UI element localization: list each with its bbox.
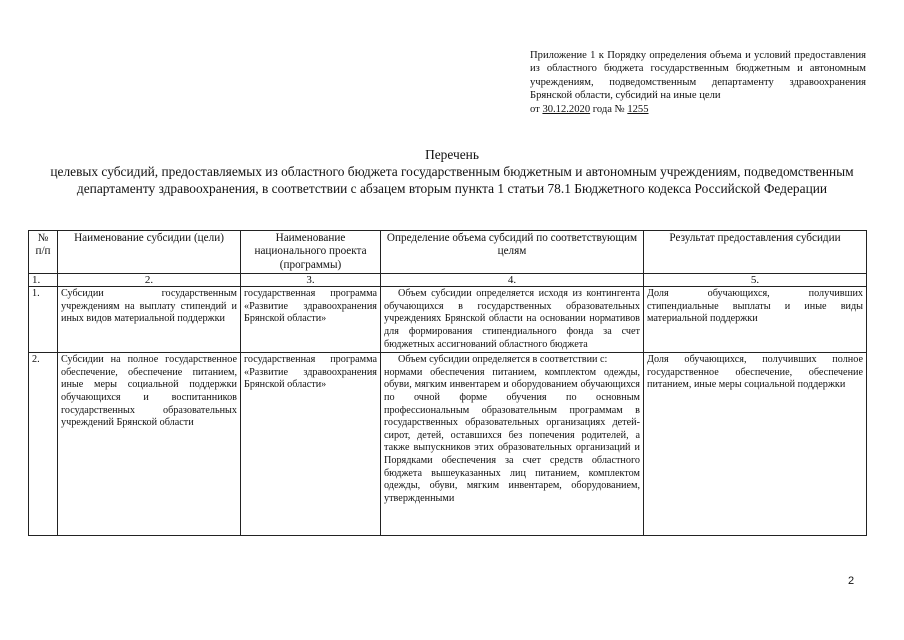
row-result: Доля обучающихся, получивших полное государственное обеспечение, обеспечение питанием, иные меры социальной поддержки (644, 353, 867, 536)
table-header-row (29, 231, 867, 274)
appendix-date: 30.12.2020 (542, 103, 591, 115)
header-result: Результат предоставления субсидии (644, 231, 867, 274)
row-number: 2. (29, 353, 58, 536)
header-volume-definition: Определение объема субсидий по соответствующим целям (381, 231, 644, 274)
header-subsidy-name: Наименование субсидии (цели) (58, 231, 241, 274)
appendix-note (530, 49, 866, 116)
appendix-date-line (530, 103, 866, 116)
column-number: 3. (241, 274, 381, 287)
column-number-row (29, 274, 867, 287)
page-number: 2 (848, 575, 855, 587)
header-project-name: Наименование национального проекта (программы) (241, 231, 381, 274)
document-subtitle: целевых субсидий, предоставляемых из областного бюджета государственным бюджетным и автономным учреждениям, подведомственным департаменту здравоохранения, в соответствии с абзацем вторым пункта 1 статьи 78.1 Бюджетного кодекса Российской Федерации (50, 164, 854, 196)
column-number: 5. (644, 274, 867, 287)
row-number: 1. (29, 287, 58, 353)
row-volume-text: нормами обеспечения питанием, комплектом одежды, обуви, мягким инвентарем и оборудованием обучающихся по очной форме обучения по основным профессиональным образовательным программам в государственных образовательных организациях детей-сирот, детей, оставшихся без попечения родителей, а также выпускников этих образовательных организаций и Порядками обеспечения за счет средств областного бюджета вышеуказанных лиц питанием, комплектом одежды, обуви, мягким инвентарем, оборудованием, утвержденными (384, 366, 640, 504)
row-subsidy-name: Субсидии государственным учреждениям на выплату стипендий и иных видов материальной поддержки (58, 287, 241, 353)
appendix-text: Приложение 1 к Порядку определения объема и условий предоставления из областного бюджета государственным бюджетным и автономным учреждениям, подведомственным департаменту здравоохранения Брянской области, субсидий на иные цели (530, 50, 866, 102)
header-number: № п/п (29, 231, 58, 274)
column-number: 1. (29, 274, 58, 287)
appendix-date-mid: года № (590, 103, 628, 115)
appendix-date-prefix: от (530, 103, 543, 115)
appendix-number: 1255 (627, 103, 649, 115)
subsidies-table (28, 230, 867, 536)
column-number: 4. (381, 274, 644, 287)
table-row (29, 287, 867, 353)
document-title: Перечень (425, 147, 479, 162)
document-heading (40, 146, 864, 197)
row-project-name: государственная программа «Развитие здравоохранения Брянской области» (241, 287, 381, 353)
row-subsidy-name: Субсидии на полное государственное обеспечение, обеспечение питанием, иные меры социальной поддержки обучающихся и воспитанников государственных образовательных учреждений Брянской области (58, 353, 241, 536)
row-volume-definition: Объем субсидии определяется исходя из контингента обучающихся в государственных образовательных учреждениях Брянской области на основании нормативов для формирования стипендиального фонда за счет бюджетных ассигнований областного бюджета (381, 287, 644, 353)
row-project-name: государственная программа «Развитие здравоохранения Брянской области» (241, 353, 381, 536)
row-result: Доля обучающихся, получивших стипендиальные выплаты и иные виды материальной поддержки (644, 287, 867, 353)
table-row (29, 353, 867, 536)
row-volume-definition (381, 353, 644, 536)
row-volume-intro: Объем субсидии определяется в соответствии с: (398, 354, 608, 366)
column-number: 2. (58, 274, 241, 287)
